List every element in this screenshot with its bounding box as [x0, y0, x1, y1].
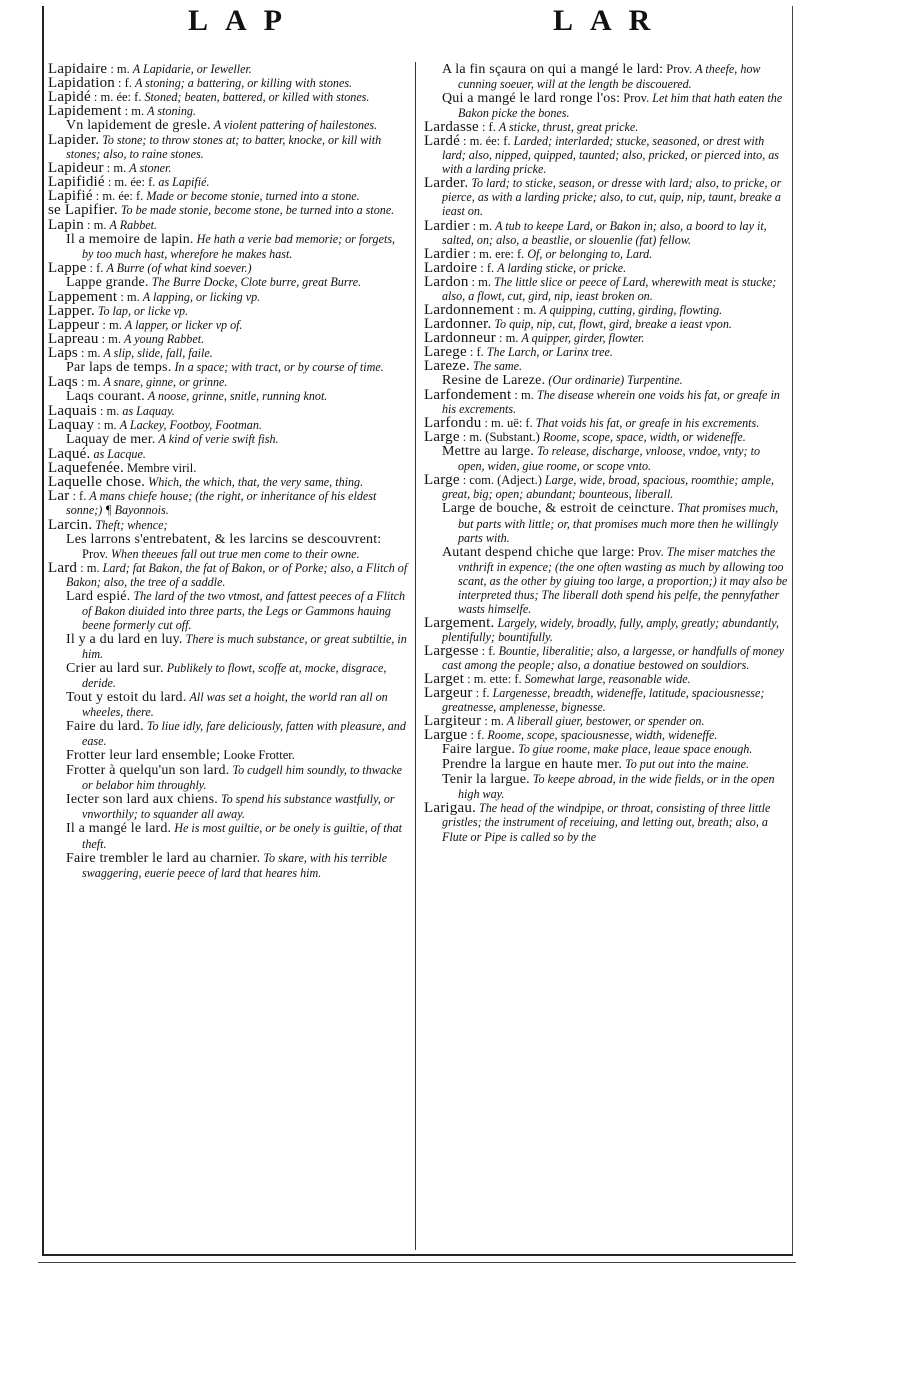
definition: Theft; whence;: [95, 517, 168, 532]
headword: Lapider.: [48, 132, 100, 149]
definition: To quip, nip, cut, flowt, gird, breake a ieast vpon.: [494, 316, 732, 331]
headword: Resine de Lareze.: [442, 373, 546, 389]
grammar-note: : f.: [118, 76, 132, 91]
headword: Lardoire: [424, 259, 478, 276]
dictionary-entry: [48, 261, 408, 275]
headword: Il a mangé le lard.: [66, 821, 172, 837]
definition: The same.: [472, 358, 523, 373]
definition: To stone; to throw stones at; to batter, knocke, or kill with stones; also, to raine stones.: [66, 133, 382, 162]
headword: Faire largue.: [442, 742, 516, 758]
dictionary-entry: [48, 461, 408, 475]
headword: Il y a du lard en luy.: [66, 631, 183, 647]
sub-entry: [48, 532, 408, 561]
headword: Frotter leur lard ensemble;: [66, 748, 221, 764]
headword: Lapifidié: [48, 174, 105, 191]
running-head-right: LAR: [553, 4, 668, 37]
definition: To keepe abroad, in the wide fields, or in the open high way.: [458, 772, 775, 802]
headword: Larigau.: [424, 800, 476, 817]
headword: Largiteur: [424, 713, 482, 730]
headword: Lapideur: [48, 160, 104, 177]
definition: When theeues fall out true men come to their owne.: [110, 546, 360, 561]
grammar-note: : f.: [475, 686, 490, 701]
definition: A larding sticke, or pricke.: [497, 260, 627, 275]
headword: Lardé: [424, 133, 460, 150]
grammar-note: : m.: [87, 217, 107, 232]
dictionary-entry: [48, 62, 408, 76]
grammar-note: : f.: [481, 643, 496, 658]
sub-entry: [48, 763, 408, 792]
grammar-note: : m.: [120, 289, 140, 304]
grammar-note: : m. ée: f.: [107, 175, 156, 190]
headword: Laquais: [48, 403, 97, 420]
dictionary-entry: [48, 332, 408, 346]
definition: To giue roome, make place, leaue space enough.: [518, 742, 753, 757]
dictionary-entry: [48, 375, 408, 389]
definition: Largenesse, breadth, wideneffe, latitude, spaciousnesse; greatnesse, amplenesse, bignesse.: [442, 686, 765, 715]
headword: Il a memoire de lapin.: [66, 231, 194, 247]
definition: He is most guiltie, or be onely is guiltie, of that theft.: [82, 821, 403, 851]
headword: Lapin: [48, 216, 84, 233]
dictionary-entry: [424, 331, 788, 345]
definition: A tub to keepe Lard, or Bakon in; also, a boord to lay it, salted, on; also, a beastlie, or slouenlie (fat) fellow.: [442, 218, 767, 247]
dictionary-entry: [48, 475, 408, 489]
headword: se Lapifier.: [48, 202, 118, 219]
headword: Lappe: [48, 259, 87, 276]
headword: Laqué.: [48, 446, 91, 463]
headword: Laquelle chose.: [48, 474, 146, 491]
dictionary-entry: [424, 120, 788, 134]
headword: Large de bouche, & estroit de ceincture.: [442, 501, 675, 517]
dictionary-entry: [424, 714, 788, 728]
dictionary-entry: [424, 430, 788, 444]
dictionary-entry: [424, 219, 788, 247]
definition: A theefe, how cunning soeuer, will at the length be discouered.: [458, 62, 761, 92]
headword: Lapper.: [48, 302, 95, 319]
definition: To skare, with his terrible swaggering, euerie peece of lard that heares him.: [82, 850, 388, 880]
definition: A kind of verie swift fish.: [158, 432, 279, 447]
sub-entry: [48, 690, 408, 719]
definition: To release, discharge, vnloose, vndoe, vnty; to open, widen, giue roome, or scope vnto.: [458, 444, 761, 474]
definition: To lap, or licke vp.: [97, 303, 189, 318]
headword: Larege: [424, 343, 467, 360]
dictionary-entry: [424, 345, 788, 359]
headword: Tout y estoit du lard.: [66, 690, 187, 706]
grammar-note: Looke Frotter.: [223, 748, 295, 763]
definition: A noose, grinne, snitle, running knot.: [147, 389, 328, 404]
dictionary-entry: [48, 104, 408, 118]
grammar-note: Membre viril.: [126, 461, 197, 476]
headword: Laqs courant.: [66, 389, 145, 405]
definition: The miser matches the vnthrift in expence; (the one often wasting as much by allowing too scant, as the other by giuing too large, a proportion;) it may also be interpreted thus; The liberall doth spend his pelfe, the pennyfather wasts himselfe.: [458, 544, 788, 616]
left-column: [48, 62, 408, 880]
grammar-note: : m.: [106, 161, 127, 176]
headword: Larget: [424, 671, 465, 688]
grammar-note: : m. ée: f.: [95, 189, 144, 204]
definition: That promises much, but parts with little; or, that promises much more then he willingly parts with.: [458, 501, 779, 545]
dictionary-entry: [48, 161, 408, 175]
definition: Bountie, liberalitie; also, a largesse, or handfulls of money cast among the people; also, a donatiue bestowed on souldiors.: [442, 643, 785, 672]
grammar-note: : m. (Substant.): [462, 430, 540, 445]
headword: Laps: [48, 344, 78, 361]
dictionary-entry: [48, 561, 408, 589]
headword: Lardasse: [424, 119, 479, 136]
definition: A liberall giuer, bestower, or spender on.: [506, 714, 705, 729]
dictionary-entry: [424, 261, 788, 275]
headword: Lappeur: [48, 316, 100, 333]
headword: Vn lapidement de gresle.: [66, 118, 211, 134]
headword: Lar: [48, 488, 70, 505]
definition: To cudgell him soundly, to thwacke or belabor him throughly.: [82, 763, 403, 793]
dictionary-entry: [48, 404, 408, 418]
headword: Faire trembler le lard au charnier.: [66, 850, 261, 866]
definition: A slip, slide, fall, faile.: [103, 345, 213, 360]
dictionary-entry: [48, 489, 408, 517]
dictionary-entry: [424, 359, 788, 373]
definition: as Laquay.: [122, 404, 175, 419]
headword: Laquay de mer.: [66, 432, 156, 448]
definition: All was set a hoight, the world ran all on wheeles, there.: [82, 690, 388, 720]
definition: as Lacque.: [93, 447, 146, 462]
definition: A mans chiefe house; (the right, or inheritance of his eldest sonne;) ¶ Bayonnois.: [66, 489, 377, 518]
sub-entry: [48, 632, 408, 661]
grammar-note: : m.: [484, 714, 504, 729]
dictionary-entry: [48, 304, 408, 318]
dictionary-entry: [424, 728, 788, 742]
grammar-note: : m.: [110, 62, 130, 76]
sub-entry: [48, 275, 408, 290]
definition: Stoned; beaten, battered, or killed with stones.: [144, 90, 370, 105]
headword: Larfondu: [424, 415, 482, 432]
headword: Autant despend chiche que large:: [442, 544, 635, 560]
grammar-note: : m.: [471, 274, 491, 289]
grammar-note: : f.: [470, 728, 485, 743]
definition: There is much substance, or great subtiltie, in him.: [82, 631, 407, 661]
grammar-note: : m.: [516, 302, 537, 317]
grammar-note: Prov.: [82, 546, 108, 561]
dictionary-entry: [424, 247, 788, 261]
definition: The Larch, or Larinx tree.: [486, 344, 613, 359]
grammar-note: : m. ere: f.: [472, 246, 525, 261]
dictionary-entry: [48, 346, 408, 360]
grammar-note: : f.: [89, 260, 104, 275]
headword: Prendre la largue en haute mer.: [442, 757, 623, 773]
sub-entry: [48, 360, 408, 375]
definition: He hath a verie bad memorie; or forgets, by too much hast, wherefore he makes hast.: [82, 231, 396, 261]
dictionary-entry: [424, 388, 788, 416]
definition: Publikely to flowt, scoffe at, mocke, disgrace, deride.: [82, 660, 387, 691]
sub-entry: [424, 772, 788, 801]
definition: Which, the which, that, the very same, thing.: [148, 475, 364, 490]
headword: A la fin sçaura on qui a mangé le lard:: [442, 62, 664, 77]
grammar-note: : f.: [469, 344, 484, 359]
sub-entry: [48, 589, 408, 632]
grammar-note: Prov.: [637, 544, 664, 559]
sub-entry: [424, 373, 788, 388]
headword: Lareze.: [424, 357, 470, 374]
definition: A stoning; a battering, or killing with stones.: [134, 76, 353, 91]
headword: Larfondement: [424, 387, 512, 404]
dictionary-entry: [48, 290, 408, 304]
grammar-note: : m.: [101, 331, 122, 346]
headword: Lapifié: [48, 188, 93, 205]
definition: Large, wide, broad, spacious, roomthie; ample, great, big; open; abundant; bounteous, liberall.: [442, 473, 775, 502]
definition: To liue idly, fare deliciously, fatten with pleasure, and ease.: [82, 719, 406, 749]
dictionary-entry: [424, 275, 788, 303]
grammar-note: : m.: [81, 345, 101, 360]
definition: (Our ordinarie) Turpentine.: [548, 373, 683, 388]
sub-entry: [48, 118, 408, 133]
sub-entry: [424, 545, 788, 616]
definition: Of, or belonging to, Lard.: [527, 246, 653, 261]
sub-entry: [48, 232, 408, 261]
headword: Lard espié.: [66, 588, 131, 604]
definition: A Rabbet.: [109, 217, 157, 232]
headword: Lardon: [424, 273, 469, 290]
dictionary-entry: [424, 317, 788, 331]
grammar-note: : m.: [124, 104, 145, 119]
headword: Lapreau: [48, 330, 99, 347]
running-head-left: LAP: [188, 4, 299, 37]
definition: A sticke, thrust, great pricke.: [498, 120, 639, 135]
dictionary-entry: [48, 203, 408, 217]
headword: Lardier: [424, 217, 470, 234]
grammar-note: Prov.: [666, 62, 693, 76]
sub-entry: [48, 719, 408, 748]
headword: Lapidé: [48, 89, 91, 106]
dictionary-entry: [424, 616, 788, 644]
dictionary-entry: [48, 418, 408, 432]
definition: Roome, scope, spaciousnesse, width, wideneffe.: [487, 728, 718, 743]
definition: A Lapidarie, or Ieweller.: [132, 62, 252, 76]
headword: Lapidement: [48, 103, 122, 120]
definition: A stoning.: [147, 104, 196, 119]
headword: Mettre au large.: [442, 444, 534, 460]
grammar-note: Prov.: [623, 91, 650, 106]
definition: The disease wherein one voids his fat, or greafe in his excrements.: [442, 388, 780, 417]
dictionary-entry: [48, 133, 408, 161]
right-column: [424, 62, 788, 844]
headword: Tenir la largue.: [442, 772, 530, 788]
definition: To be made stonie, become stone, be turned into a stone.: [120, 203, 395, 218]
sub-entry: [424, 742, 788, 757]
sub-entry: [48, 821, 408, 850]
definition: as Lapifié.: [158, 175, 210, 190]
grammar-note: : m. ée: f.: [463, 134, 511, 149]
sub-entry: [48, 748, 408, 763]
definition: A snare, ginne, or grinne.: [103, 375, 228, 390]
definition: Roome, scope, space, width, or wideneffe.: [542, 430, 746, 445]
definition: In a space; with tract, or by course of time.: [174, 359, 384, 374]
dictionary-entry: [424, 176, 788, 218]
headword: Large: [424, 429, 460, 446]
column-divider: [415, 62, 416, 1250]
definition: That voids his fat, or greafe in his excrements.: [535, 416, 760, 431]
definition: A quipping, cutting, girding, flowting.: [539, 302, 723, 317]
dictionary-entry: [48, 189, 408, 203]
headword: Lardonner.: [424, 315, 492, 332]
headword: Par laps de temps.: [66, 359, 172, 375]
headword: Lapidation: [48, 75, 115, 92]
definition: The head of the windpipe, or throat, consisting of three little gristles; the instrument of receiuing, and letting out, breath; also, a Flute or Pipe is called so by the: [442, 801, 771, 844]
dictionary-entry: [424, 473, 788, 501]
headword: Lapidaire: [48, 61, 108, 77]
definition: A Burre (of what kind soever.): [106, 260, 252, 275]
grammar-note: : m.: [97, 418, 117, 433]
grammar-note: : m.: [102, 317, 122, 332]
headword: Laquefenée.: [48, 460, 124, 477]
sub-entry: [424, 62, 788, 91]
grammar-note: : m.: [81, 375, 101, 390]
dictionary-entry: [48, 175, 408, 189]
definition: A violent pattering of hailestones.: [213, 118, 378, 133]
sub-entry: [424, 444, 788, 473]
dictionary-entry: [48, 90, 408, 104]
sub-entry: [424, 91, 788, 120]
headword: Lardonneur: [424, 329, 496, 346]
definition: A lapper, or licker vp of.: [124, 317, 243, 332]
dictionary-entry: [48, 447, 408, 461]
headword: Les larrons s'entrebatent, & les larcins se descouvrent:: [66, 531, 382, 547]
headword: Crier au lard sur.: [66, 660, 164, 676]
headword: Lardier: [424, 245, 470, 262]
definition: To spend his substance wastfully, or vnworthily; to squander all away.: [82, 792, 395, 822]
dictionary-entry: [424, 303, 788, 317]
dictionary-entry: [424, 416, 788, 430]
sub-entry: [424, 757, 788, 772]
grammar-note: : f.: [72, 489, 87, 504]
grammar-note: : m. uë: f.: [484, 416, 533, 431]
definition: A young Rabbet.: [124, 331, 205, 346]
grammar-note: : m. ette: f.: [467, 672, 522, 687]
definition: Made or become stonie, turned into a stone.: [146, 189, 360, 204]
grammar-note: : f.: [481, 120, 496, 135]
definition: The little slice or peece of Lard, wherewith meat is stucke; also, a flowt, cut, gird, nip, ieast broken on.: [442, 274, 777, 303]
headword: Largesse: [424, 642, 479, 659]
definition: The Burre Docke, Clote burre, great Burre.: [151, 274, 362, 289]
grammar-note: : m. ée: f.: [93, 90, 142, 105]
sub-entry: [48, 661, 408, 690]
headword: Largement.: [424, 614, 495, 631]
headword: Laquay: [48, 417, 95, 434]
dictionary-entry: [424, 686, 788, 714]
dictionary-entry: [48, 76, 408, 90]
grammar-note: : com. (Adject.): [462, 473, 542, 488]
grammar-note: : m.: [99, 404, 120, 419]
sub-entry: [48, 432, 408, 447]
dictionary-entry: [424, 644, 788, 672]
headword: Frotter à quelqu'un son lard.: [66, 763, 230, 779]
dictionary-entry: [48, 218, 408, 232]
definition: A lapping, or licking vp.: [142, 289, 261, 304]
definition: To lard; to sticke, season, or dresse with lard; also, to pricke, or pierce, as with a larding pricke; also, to cut, quip, nip, taunt, breake a ieast on.: [442, 176, 782, 219]
definition: A quipper, girder, flowter.: [521, 330, 645, 345]
dictionary-entry: [424, 801, 788, 843]
headword: Qui a mangé le lard ronge l'os:: [442, 91, 621, 107]
headword: Laqs: [48, 374, 78, 391]
headword: Lard: [48, 559, 78, 576]
grammar-note: : m.: [499, 330, 519, 345]
headword: Large: [424, 472, 460, 489]
dictionary-entry: [48, 518, 408, 532]
headword: Larcin.: [48, 516, 93, 533]
grammar-note: : f.: [480, 260, 495, 275]
headword: Lappement: [48, 288, 118, 305]
sub-entry: [48, 851, 408, 880]
dictionary-entry: [424, 134, 788, 176]
sub-entry: [48, 389, 408, 404]
definition: Larded; interlarded; stucke, seasoned, or drest with lard; also, nipped, quipped, taunted; also, pricked, or pierced into, as with a larding pricke.: [442, 134, 780, 177]
definition: To put out into the maine.: [625, 757, 749, 772]
definition: Lard; fat Bakon, the fat of Bakon, or of Porke; also, a Flitch of Bakon; also, the tree of a saddle.: [66, 560, 408, 589]
definition: Somewhat large, reasonable wide.: [524, 672, 691, 687]
headword: Largeur: [424, 685, 473, 702]
definition: A stoner.: [129, 161, 172, 176]
definition: Let him that hath eaten the Bakon picke the bones.: [458, 91, 783, 121]
grammar-note: : m.: [80, 560, 100, 575]
grammar-note: : m.: [514, 388, 534, 403]
headword: Larder.: [424, 175, 469, 192]
dictionary-entry: [424, 672, 788, 686]
headword: Faire du lard.: [66, 719, 144, 735]
definition: Largely, widely, broadly, fully, amply, greatly; abundantly, plentifully; bountifully.: [442, 615, 779, 644]
headword: Lardonnement: [424, 301, 514, 318]
sub-entry: [48, 792, 408, 821]
grammar-note: : m.: [472, 218, 493, 233]
definition: The lard of the two vtmost, and fattest peeces of a Flitch of Bakon diuided into three parts, the Legs or Gammons hauing beene formerly cut off.: [82, 588, 406, 632]
definition: A Lackey, Footboy, Footman.: [119, 418, 262, 433]
sub-entry: [424, 501, 788, 544]
dictionary-entry: [48, 318, 408, 332]
headword: Lappe grande.: [66, 274, 149, 290]
headword: Iecter son lard aux chiens.: [66, 792, 218, 808]
headword: Largue: [424, 727, 468, 744]
